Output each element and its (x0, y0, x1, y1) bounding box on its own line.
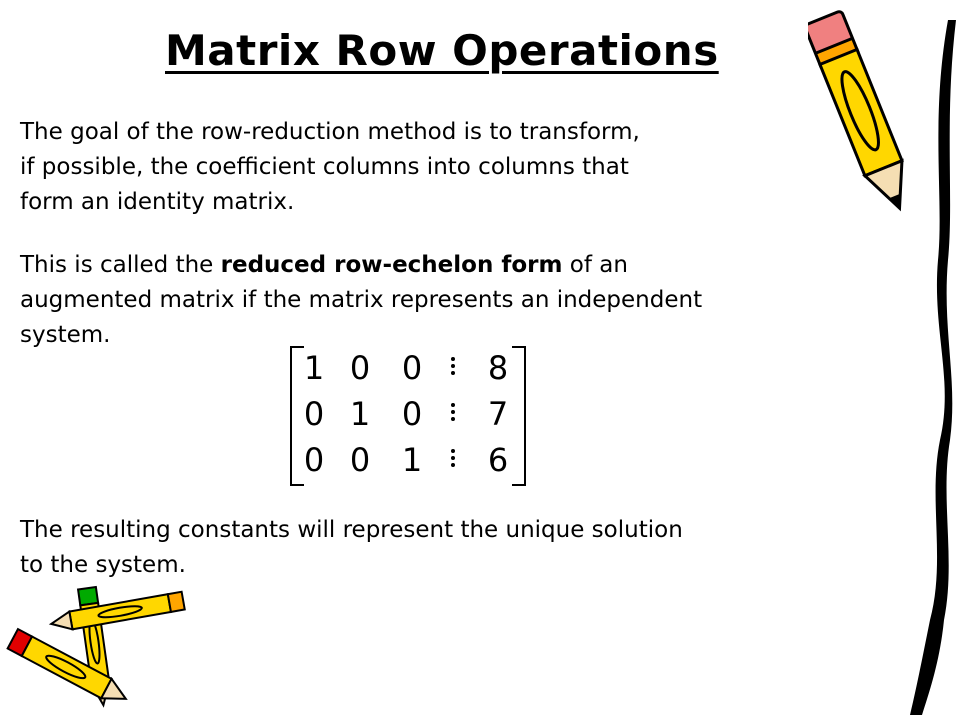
matrix-cell: 1 (349, 395, 371, 433)
augment-divider (450, 354, 456, 375)
matrix-cell: 0 (303, 441, 325, 479)
matrix-cell: 0 (349, 441, 371, 479)
definition-text-before: This is called the (20, 252, 221, 278)
paragraph-definition-line-3: system. (20, 322, 111, 348)
augment-divider (450, 446, 456, 467)
pencil-cluster-icon (0, 575, 200, 720)
matrix-cell: 1 (303, 349, 325, 387)
paragraph-definition-line-2: augmented matrix if the matrix represents an independent (20, 287, 703, 313)
matrix-cell: 0 (303, 395, 325, 433)
paragraph-goal-line-3: form an identity matrix. (20, 189, 295, 215)
augmented-matrix (282, 346, 534, 486)
paragraph-goal-line-1: The goal of the row-reduction method is to transform, (20, 119, 640, 145)
paragraph-definition (20, 248, 702, 353)
matrix-cell: 0 (349, 349, 371, 387)
matrix-cell: 6 (487, 441, 509, 479)
definition-text-after: of an (562, 252, 628, 278)
matrix-cell: 0 (401, 349, 423, 387)
shadow-stripe-icon (900, 0, 960, 720)
paragraph-conclusion-line-2: to the system. (20, 552, 186, 578)
definition-term: reduced row-echelon form (220, 252, 563, 278)
paragraph-definition-line-1 (20, 248, 702, 283)
paragraph-conclusion (20, 513, 683, 583)
paragraph-conclusion-line-1: The resulting constants will represent the unique solution (20, 517, 683, 543)
matrix-cell: 8 (487, 349, 509, 387)
paragraph-goal-line-2: if possible, the coefficient columns into columns that (20, 154, 629, 180)
paragraph-goal (20, 115, 640, 220)
augment-divider (450, 400, 456, 421)
matrix-cell: 1 (401, 441, 423, 479)
matrix-cell: 0 (401, 395, 423, 433)
slide-title: Matrix Row Operations (165, 26, 719, 75)
matrix-cell: 7 (487, 395, 509, 433)
